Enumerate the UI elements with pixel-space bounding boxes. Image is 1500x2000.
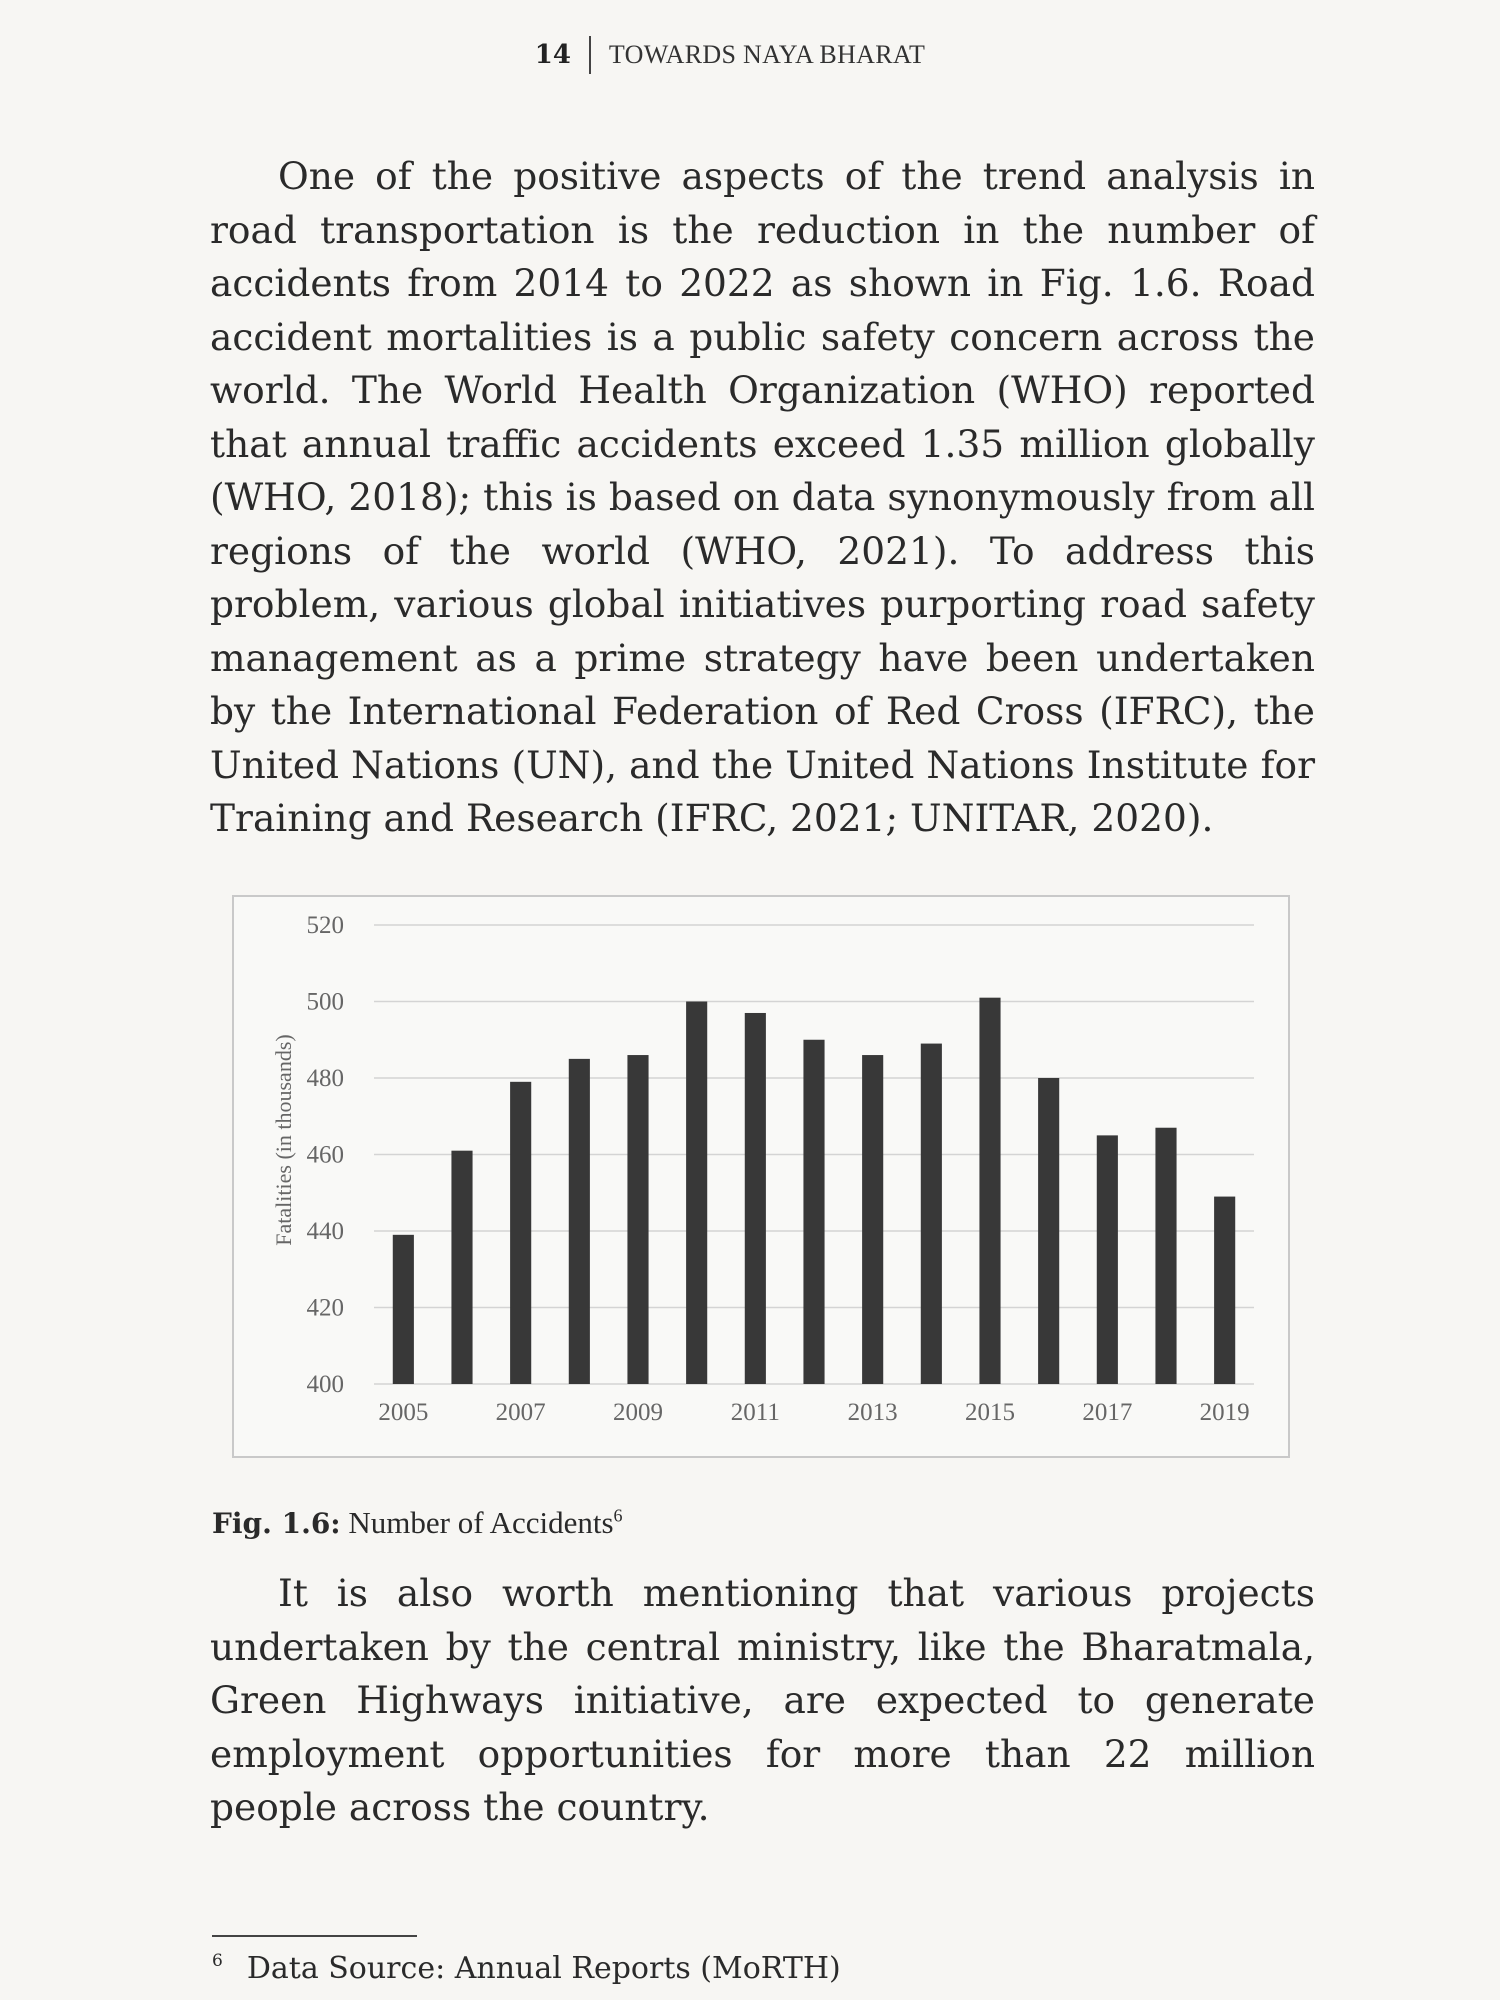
bar-2010 bbox=[686, 1002, 707, 1385]
x-tick-label: 2017 bbox=[1082, 1399, 1133, 1426]
bar-2011 bbox=[745, 1013, 766, 1384]
bar-2017 bbox=[1097, 1135, 1118, 1384]
bar-2007 bbox=[510, 1082, 531, 1384]
footnote-text: Data Source: Annual Reports (MoRTH) bbox=[246, 1951, 841, 1986]
x-tick-label: 2007 bbox=[495, 1399, 546, 1426]
x-tick-label: 2015 bbox=[965, 1399, 1015, 1426]
y-tick-label: 400 bbox=[306, 1371, 344, 1398]
bar-2014 bbox=[921, 1044, 942, 1384]
y-tick-label: 520 bbox=[306, 912, 344, 939]
y-tick-label: 500 bbox=[306, 988, 344, 1016]
figure-caption-text: Number of Accidents bbox=[348, 1505, 614, 1540]
x-tick-label: 2011 bbox=[730, 1399, 780, 1426]
y-axis-label: Fatalities (in thousands) bbox=[271, 1034, 296, 1246]
bar-2013 bbox=[862, 1055, 883, 1384]
footnote-mark: 6 bbox=[212, 1951, 223, 1971]
running-title: TOWARDS NAYA BHARAT bbox=[608, 40, 926, 69]
bar-chart bbox=[234, 897, 1288, 1456]
bar-2006 bbox=[451, 1151, 472, 1384]
y-tick-label: 440 bbox=[306, 1218, 344, 1245]
figure-caption-label: Fig. 1.6: bbox=[212, 1507, 341, 1540]
bar-2018 bbox=[1155, 1128, 1176, 1384]
page-number: 14 bbox=[535, 36, 591, 74]
bar-2012 bbox=[803, 1040, 824, 1384]
figure-caption bbox=[212, 1505, 623, 1541]
y-tick-label: 420 bbox=[306, 1294, 344, 1322]
bar-2009 bbox=[627, 1055, 648, 1384]
footnote-divider bbox=[212, 1935, 417, 1937]
y-tick-label: 460 bbox=[306, 1141, 344, 1169]
x-tick-label: 2005 bbox=[378, 1399, 429, 1426]
bar-2005 bbox=[393, 1235, 414, 1384]
body-paragraph-1: One of the positive aspects of the trend analysis in road transportation is the reduction in the number of accidents from 2014 to 2022 as shown in Fig. 1.6. Road accident mortalities is a public safety concern across the world. The World Health Organization (WHO) reported that annual traffic accidents exceed 1.35 million globally (WHO, 2018); this is based on data synonymously from all regions of the world (WHO, 2021). To address this problem, various global initiatives purporting road safety management as a prime strategy have been undertaken by the International Federation of Red Cross (IFRC), the United Nations (UN), and the United Nations Institute for Training and Research (IFRC, 2021; UNITAR, 2020). bbox=[210, 154, 1315, 840]
bar-2015 bbox=[979, 998, 1000, 1384]
chart-frame bbox=[232, 895, 1290, 1458]
body-paragraph-2: It is also worth mentioning that various projects undertaken by the central ministry, like the Bharatmala, Green Highways initiative, are expected to generate employment opportunities for more than 22 million people across the country. bbox=[210, 1571, 1315, 1829]
page-header bbox=[0, 36, 1500, 74]
figure-caption-ref: 6 bbox=[613, 1505, 623, 1526]
bar-2019 bbox=[1214, 1197, 1235, 1384]
y-tick-label: 480 bbox=[306, 1065, 344, 1092]
footnote bbox=[212, 1951, 841, 1986]
x-tick-label: 2019 bbox=[1199, 1399, 1250, 1426]
bar-2016 bbox=[1038, 1078, 1059, 1384]
x-tick-label: 2009 bbox=[613, 1399, 663, 1426]
bar-2008 bbox=[569, 1059, 590, 1384]
x-tick-label: 2013 bbox=[847, 1399, 898, 1426]
